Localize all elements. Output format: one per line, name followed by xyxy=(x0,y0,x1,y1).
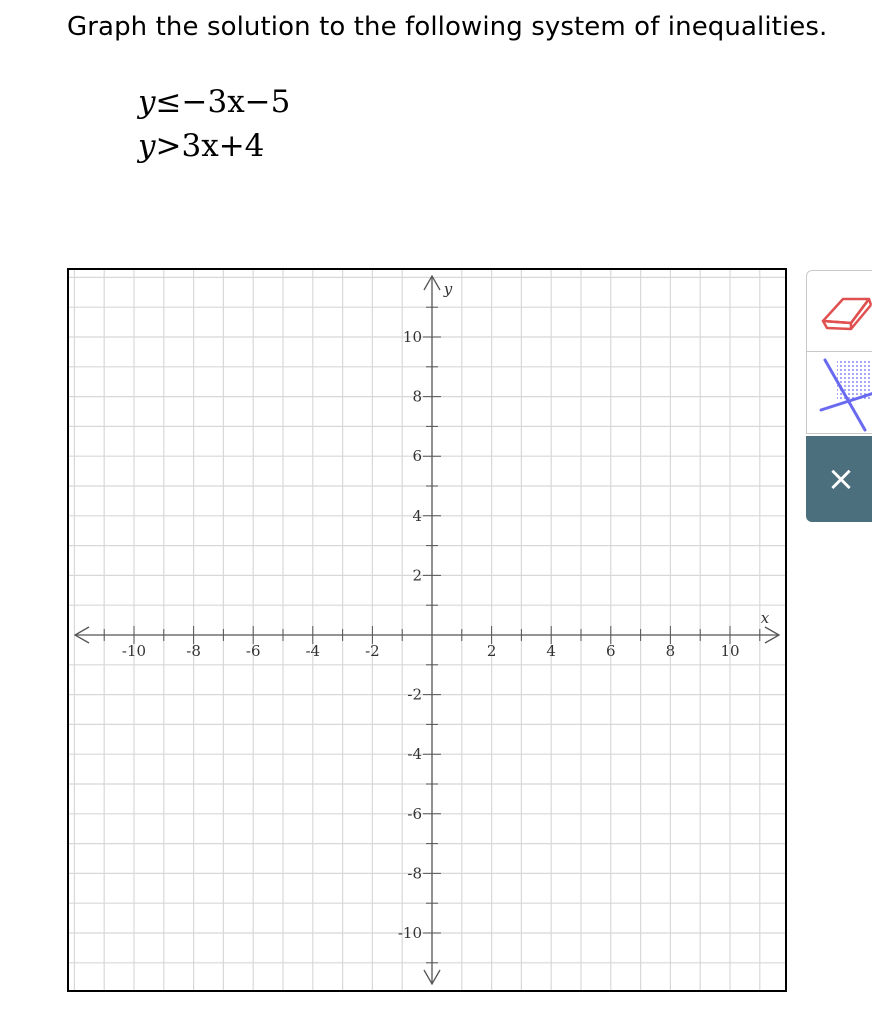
y-tick-label: 4 xyxy=(412,506,422,525)
inequality-2 xyxy=(138,124,290,168)
inequality-2-rhs: 3x+4 xyxy=(181,128,265,164)
problem-prompt: Graph the solution to the following system of inequalities. xyxy=(67,12,828,42)
y-tick-label: 2 xyxy=(412,566,422,585)
inequality-2-lhs: y xyxy=(138,128,156,164)
y-tick-label: 8 xyxy=(412,387,422,406)
coordinate-plane[interactable] xyxy=(69,270,785,990)
y-tick-label: -10 xyxy=(397,924,422,942)
inequality-2-operator: > xyxy=(155,128,182,164)
x-tick-label: -2 xyxy=(365,642,380,660)
grid-lines xyxy=(69,270,785,990)
y-tick-label: 10 xyxy=(402,328,422,346)
x-tick-label: 2 xyxy=(486,642,497,660)
inequality-1 xyxy=(138,80,290,124)
x-tick-label: -10 xyxy=(121,642,147,660)
x-tick-label: 8 xyxy=(665,642,676,660)
inequality-1-rhs: −3x−5 xyxy=(181,84,291,120)
x-tick-label: 4 xyxy=(546,642,556,660)
x-tick-label: -4 xyxy=(305,642,321,660)
x-tick-label: 10 xyxy=(720,642,740,660)
inequality-system xyxy=(138,80,290,168)
close-icon: × xyxy=(826,459,856,499)
shade-region-button[interactable] xyxy=(806,352,872,434)
y-tick-label: -2 xyxy=(407,685,422,704)
x-tick-label: -6 xyxy=(245,642,261,660)
y-tick-label: -8 xyxy=(407,864,422,883)
axes xyxy=(75,276,779,984)
y-axis-label: y xyxy=(443,280,453,298)
shade-region-icon xyxy=(807,352,872,434)
eraser-icon xyxy=(807,271,872,353)
inequality-1-operator: ≤ xyxy=(155,84,182,120)
graph-toolbar xyxy=(806,270,872,522)
y-tick-label: 6 xyxy=(412,447,422,466)
graph-canvas[interactable] xyxy=(67,268,787,992)
eraser-button[interactable] xyxy=(806,270,872,352)
close-button[interactable] xyxy=(806,436,872,522)
x-axis-label: x xyxy=(760,609,770,627)
x-tick-label: -8 xyxy=(186,642,201,660)
y-tick-label: -6 xyxy=(407,804,422,823)
y-tick-label: -4 xyxy=(407,745,422,764)
tick-labels xyxy=(122,280,770,942)
x-tick-label: 6 xyxy=(606,642,616,660)
inequality-1-lhs: y xyxy=(138,84,156,120)
